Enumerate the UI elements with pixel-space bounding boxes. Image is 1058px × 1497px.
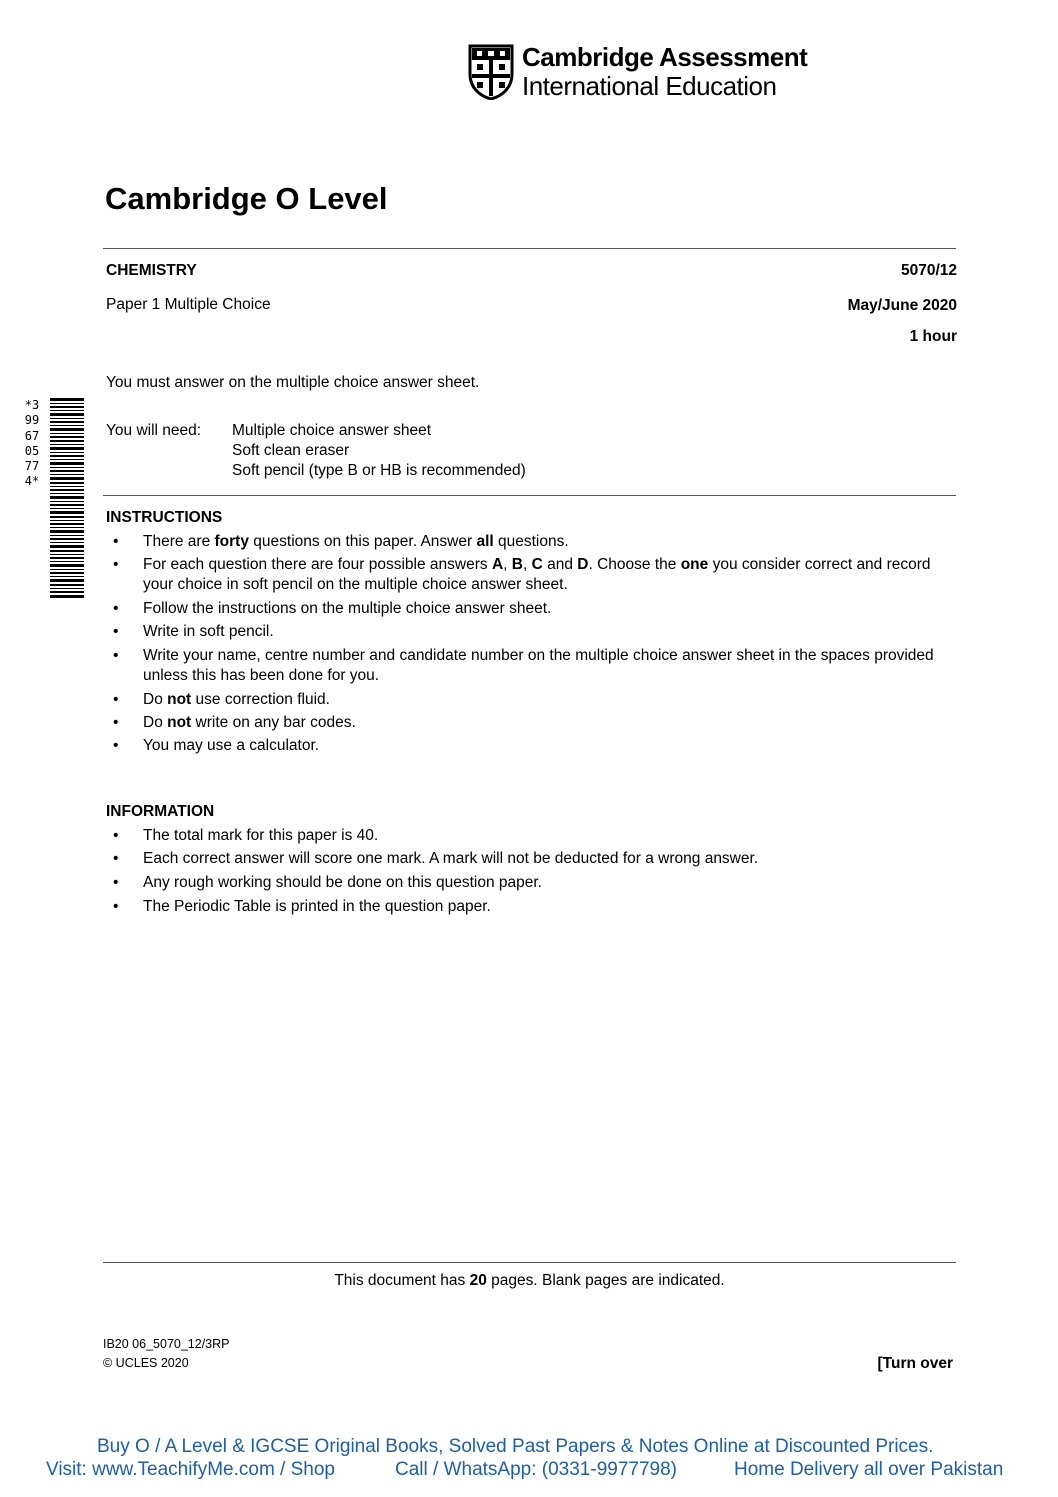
bullet-icon: • [113,827,119,844]
qualification-title: Cambridge O Level [105,181,388,216]
bullet-icon: • [113,737,119,754]
copyright: © UCLES 2020 [103,1356,189,1370]
exam-duration: 1 hour [909,328,957,345]
needs-divider [103,495,956,496]
paper-title: Paper 1 Multiple Choice [106,296,271,313]
you-will-need-list [232,421,526,481]
logo-line-2: International Education [522,71,777,101]
advert-delivery: Home Delivery all over Pakistan [734,1459,1004,1480]
logo-line-1: Cambridge Assessment [522,42,808,72]
document-reference: IB20 06_5070_12/3RP [103,1337,230,1351]
bullet-icon: • [113,556,119,573]
page-count-note: This document has 20 pages. Blank pages are indicated. [334,1272,725,1289]
bullet-icon: • [113,874,119,891]
exam-session: May/June 2020 [847,297,957,314]
bullet-icon: • [113,533,119,550]
bullet-icon: • [113,898,119,915]
required-item: Multiple choice answer sheet [232,422,432,439]
answer-note: You must answer on the multiple choice answer sheet. [106,374,480,391]
barcode-digits: *3996705774* [24,398,40,489]
required-item: Soft pencil (type B or HB is recommended) [232,462,526,479]
information-heading: INFORMATION [106,803,215,820]
turn-over-label: [Turn over [877,1355,953,1372]
subject-name: CHEMISTRY [106,262,197,279]
bullet-icon: • [113,623,119,640]
advert-visit-link[interactable]: Visit: www.TeachifyMe.com / Shop [46,1459,335,1480]
paper-code: 5070/12 [900,262,957,279]
bullet-icon: • [113,850,119,867]
barcode-icon [50,398,84,598]
logo-wordmark [522,43,807,101]
advert-call: Call / WhatsApp: (0331-9977798) [395,1459,677,1480]
bullet-icon: • [113,647,119,664]
bullet-icon: • [113,714,119,731]
instructions-heading: INSTRUCTIONS [106,509,223,526]
required-item: Soft clean eraser [232,442,350,459]
footer-divider [103,1262,956,1263]
bullet-icon: • [113,600,119,617]
cambridge-crest-icon [468,44,514,100]
you-will-need-label: You will need: [106,422,202,439]
header-divider [103,248,956,249]
bullet-icon: • [113,691,119,708]
advert-line-1: Buy O / A Level & IGCSE Original Books, Solved Past Papers & Notes Online at Discounted Prices. [97,1436,934,1457]
